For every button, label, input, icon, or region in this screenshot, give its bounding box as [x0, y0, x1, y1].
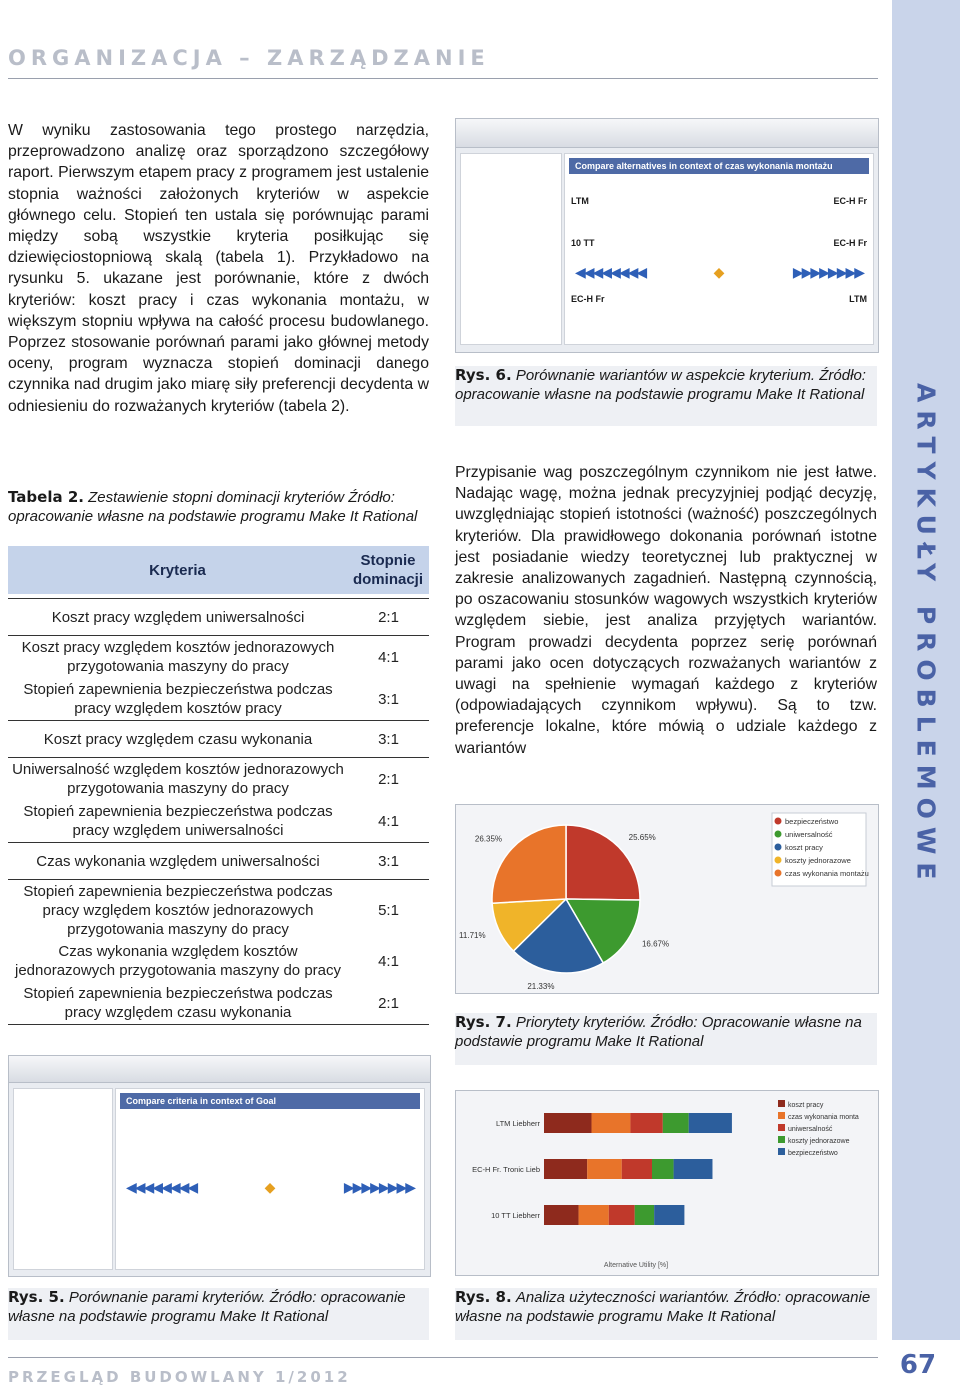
pie-value-label-4: 26.35% — [474, 834, 503, 844]
table-header — [8, 546, 429, 594]
alt-right-2: EC-H Fr — [833, 238, 867, 248]
legend-label-3: koszty jednorazowe — [785, 856, 851, 865]
table-row: Koszt pracy względem kosztów jednorazowych przygotowania maszyny do pracy 4:1 — [21, 639, 399, 675]
utility-legend-label-3: koszty jednorazowe — [788, 1138, 850, 1145]
app-toolbar — [456, 119, 878, 148]
legend-swatch-1 — [775, 831, 782, 838]
legend-swatch-2 — [775, 844, 782, 851]
utility-segment-0-3 — [663, 1113, 689, 1133]
footer-divider — [8, 1357, 878, 1358]
col-degree: Stopnie dominacji — [352, 552, 423, 588]
table-row: Stopień zapewnienia bezpieczeństwa podczas pracy względem kosztów jednorazowych przygotowania maszyny do pracy 5:1 — [23, 882, 399, 938]
fig5-caption-text: Porównanie parami kryteriów. Źródło: opracowanie własne na podstawie programu Make It Rational — [8, 1289, 406, 1325]
utility-bar-label-1: EC-H Fr. Tronic Lieb — [472, 1165, 540, 1174]
legend-swatch-0 — [775, 818, 782, 825]
fig5-caption-label: Rys. 5. — [8, 1288, 65, 1306]
fig7-caption-label: Rys. 7. — [455, 1013, 512, 1031]
utility-segment-1-3 — [652, 1159, 674, 1179]
table-row: Koszt pracy względem uniwersalności 2:1 — [51, 608, 399, 626]
legend-label-4: czas wykonania montażu — [785, 869, 869, 878]
utility-segment-2-0 — [544, 1205, 579, 1225]
figure-7-chart — [455, 804, 879, 994]
fig8-caption-label: Rys. 8. — [455, 1288, 512, 1306]
pie-chart — [456, 805, 878, 993]
table-row: Stopień zapewnienia bezpieczeństwa podczas pracy względem uniwersalności 4:1 — [23, 803, 399, 839]
section-title: ORGANIZACJA – ZARZĄDZANIE — [8, 46, 490, 70]
utility-segment-1-1 — [587, 1159, 622, 1179]
dominance-table — [8, 546, 429, 1025]
utility-bar-label-0: LTM Liebherr — [495, 1119, 540, 1128]
comparison-slider[interactable]: ◀◀◀◀◀◀◀◀ ◆ ▶▶▶▶▶▶▶▶ — [126, 1178, 414, 1195]
app-main-panel — [115, 1088, 425, 1270]
figure-5-screenshot — [8, 1055, 431, 1277]
alt-left-2: 10 TT — [571, 238, 595, 248]
figure-8-chart — [455, 1090, 879, 1276]
utility-legend-label-0: koszt pracy — [788, 1102, 824, 1109]
utility-legend-swatch-4 — [778, 1148, 785, 1155]
utility-legend-label-2: uniwersalność — [788, 1126, 833, 1133]
legend-label-0: bezpieczeństwo — [785, 817, 839, 826]
compare-title: Compare alternatives in context of czas wykonania montażu — [569, 158, 869, 174]
alt-left-3: EC-H Fr — [571, 294, 605, 304]
utility-legend-label-1: czas wykonania monta — [788, 1114, 859, 1121]
col-criteria: Kryteria — [149, 561, 206, 579]
page-number: 67 — [899, 1350, 937, 1380]
header-divider — [8, 78, 878, 79]
comparison-slider[interactable]: ◀◀◀◀◀◀◀◀ ◆ ▶▶▶▶▶▶▶▶ — [575, 263, 863, 280]
table-row: Stopień zapewnienia bezpieczeństwa podczas pracy względem czasu wykonania 2:1 — [23, 985, 399, 1021]
fig6-caption-text: Porównanie wariantów w aspekcie kryterium. Źródło: opracowanie własne na podstawie programu Make It Rational — [455, 367, 866, 403]
app-toolbar — [9, 1056, 430, 1083]
legend-swatch-4 — [775, 870, 782, 877]
legend-label-2: koszt pracy — [785, 843, 823, 852]
figure-8-caption — [455, 1288, 877, 1340]
table-row: Uniwersalność względem kosztów jednorazowych przygotowania maszyny do pracy 2:1 — [12, 761, 399, 797]
table-row: Koszt pracy względem czasu wykonania 3:1 — [43, 730, 399, 748]
legend-label-1: uniwersalność — [785, 830, 833, 839]
fig7-caption-text: Priorytety kryteriów. Źródło: Opracowanie własne na podstawie programu Make It Rational — [455, 1014, 862, 1050]
table-caption — [8, 488, 429, 526]
sidebar-label: ARTYKUŁY PROBLEMOWE — [911, 382, 941, 888]
table-row: Czas wykonania względem uniwersalności 3:1 — [36, 852, 399, 870]
pie-value-label-3: 11.71% — [459, 930, 486, 940]
figure-7-caption — [455, 1013, 877, 1065]
app-tree-panel — [13, 1088, 113, 1270]
utility-segment-2-4 — [654, 1205, 684, 1225]
utility-segment-2-1 — [579, 1205, 609, 1225]
utility-legend-swatch-3 — [778, 1136, 785, 1143]
utility-segment-1-4 — [674, 1159, 713, 1179]
right-paragraph: Przypisanie wag poszczególnym czynnikom nie jest łatwe. Nadając wagę, można jednak precyzyjniej podjąć decyzję, uwzględniając stopień istotności (ważność) poszczególnych kryteriów. Dla prawidłowego dokonania porównań istotne jest posiadanie wiedzy teoretycznej lub praktycznej w zakresie analizowanych zagadnień. Następną czynnością, po oszacowaniu stosunków wagowych wszystkich kryteriów względem siebie, jest analiza przyjętych wariantów. Program prowadzi decydenta poprzez serię porównań parami jako ocen dotyczących rozważanych wariantów z uwagi na spełnienie wymagań każdego z kryteriów (odpowiadających czynnikom wpływu). Są to tzw. preferencje lokalne, które mówią o udziale każdego z wariantów — [455, 464, 877, 757]
figure-6-caption — [455, 366, 877, 426]
table-row: Czas wykonania względem kosztów jednorazowych przygotowania maszyny do pracy 4:1 — [15, 943, 399, 979]
alt-left-1: LTM — [571, 196, 589, 206]
pie-value-label-2: 21.33% — [527, 982, 555, 992]
utility-chart — [456, 1091, 878, 1275]
utility-segment-0-4 — [689, 1113, 732, 1133]
legend-swatch-3 — [775, 857, 782, 864]
fig8-caption-text: Analiza użyteczności wariantów. Źródło: opracowanie własne na podstawie programu Make It Rational — [455, 1289, 871, 1325]
utility-segment-2-3 — [635, 1205, 654, 1225]
utility-segment-1-0 — [544, 1159, 587, 1179]
compare-title: Compare criteria in context of Goal — [120, 1093, 420, 1109]
alt-right-1: EC-H Fr — [833, 196, 867, 206]
pie-slice-4 — [492, 825, 566, 903]
utility-legend-swatch-1 — [778, 1112, 785, 1119]
app-main-panel — [564, 153, 874, 345]
utility-segment-0-2 — [630, 1113, 662, 1133]
table-caption-label: Tabela 2. — [8, 488, 84, 506]
figure-6-screenshot — [455, 118, 879, 353]
fig6-caption-label: Rys. 6. — [455, 366, 512, 384]
pie-value-label-1: 16.67% — [641, 939, 670, 949]
utility-segment-2-2 — [609, 1205, 635, 1225]
utility-legend-swatch-2 — [778, 1124, 785, 1131]
figure-5-caption — [8, 1288, 429, 1340]
utility-legend-label-4: bezpieczeństwo — [788, 1150, 838, 1157]
utility-segment-1-2 — [622, 1159, 652, 1179]
app-tree-panel — [460, 153, 562, 345]
pie-value-label-0: 25.65% — [628, 833, 656, 843]
left-paragraph: W wyniku zastosowania tego prostego narzędzia, przeprowadzono analizę oraz sporządzono szczegółowy raport. Pierwszym etapem pracy z programem jest ustalenie stopnia ważności założonych kryteriów w aspekcie głównego celu. Stopień ten ustala się porównując parami między sobą wszystkie kryteria posiłkując się dziewięciostopniową skalą (tabela 1). Przykładowo na rysunku 5. ukazane jest porównanie, które z dwóch kryteriów: koszt pracy i czas wykonania montażu, w większym stopniu wpływa na całość procesu budowlanego. Poprzez stosowanie porównań parami jako głównej metody oceny, program wyznacza stopień dominacji danego czynnika nad drugim jako miarę siły preferencji decydenta w odniesieniu do rozważanych kryteriów (tabela 2). — [8, 122, 429, 415]
utility-legend-swatch-0 — [778, 1100, 785, 1107]
table-row: Stopień zapewnienia bezpieczeństwa podczas pracy względem kosztów pracy 3:1 — [23, 681, 399, 717]
utility-axis-label: Alternative Utility [%] — [603, 1262, 669, 1269]
table-caption-text: Zestawienie stopni dominacji kryteriów Źródło: opracowanie własne na podstawie programu Make It Rational — [8, 489, 418, 525]
utility-bar-label-2: 10 TT Liebherr — [491, 1211, 540, 1220]
utility-segment-0-0 — [544, 1113, 592, 1133]
alt-right-3: LTM — [849, 294, 867, 304]
journal-name: PRZEGLĄD BUDOWLANY 1/2012 — [8, 1368, 351, 1386]
utility-segment-0-1 — [592, 1113, 631, 1133]
